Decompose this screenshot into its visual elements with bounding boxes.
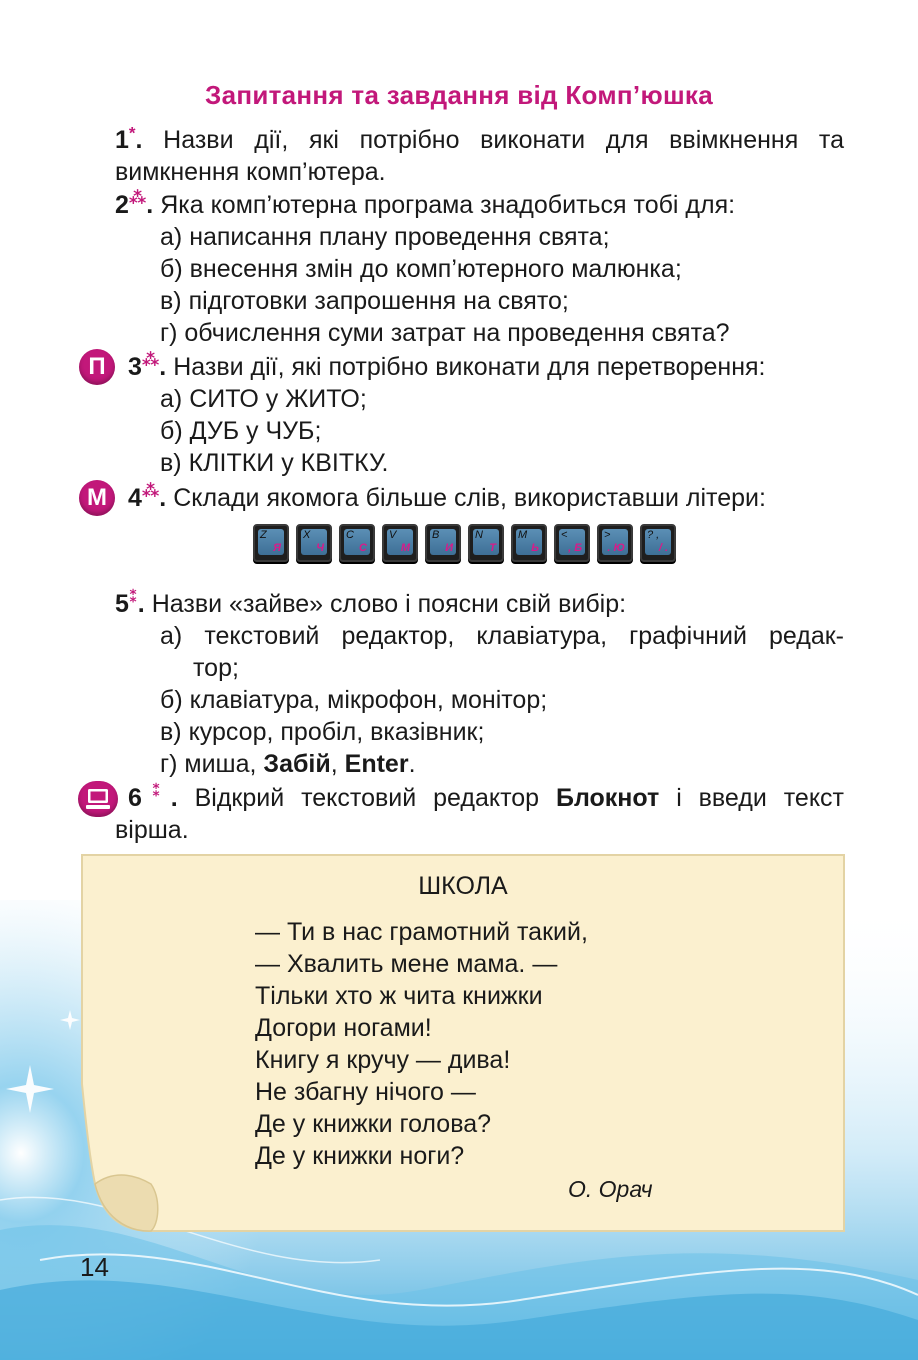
item-text: . bbox=[408, 750, 416, 778]
key-cyrillic-label: С bbox=[359, 542, 367, 554]
task-5-item-d bbox=[160, 748, 416, 780]
keyboard-key bbox=[339, 524, 375, 562]
task-3-item-a bbox=[160, 383, 367, 415]
task-2-text: Яка комп’ютерна програма знадобиться тобі для: bbox=[160, 191, 736, 219]
computer-icon bbox=[85, 787, 111, 811]
item-text: , bbox=[330, 750, 345, 778]
item-marker: а) bbox=[160, 622, 183, 650]
poem-line: Тільки хто ж чита книжки bbox=[255, 982, 543, 1010]
poem-line: Не збагну нічого — bbox=[255, 1078, 476, 1106]
key-cyrillic-label: , Б bbox=[568, 542, 582, 554]
item-text: клавіатура, мікрофон, монітор; bbox=[189, 686, 548, 714]
key-cyrillic-label: Ч bbox=[316, 542, 324, 554]
key-latin-label: Z bbox=[260, 529, 267, 541]
item-marker: в) bbox=[160, 287, 182, 315]
app-name-notepad: Блокнот bbox=[555, 784, 660, 812]
item-marker: а) bbox=[160, 385, 183, 413]
poem-line: — Ти в нас грамотний такий, bbox=[255, 918, 588, 946]
poem-title: ШКОЛА bbox=[418, 872, 508, 900]
item-text: курсор, пробіл, вказівник; bbox=[188, 718, 485, 746]
item-text: текстовий редактор, клавіатура, графічний редак- bbox=[204, 622, 844, 650]
item-marker: а) bbox=[160, 223, 183, 251]
task-2-item-d bbox=[160, 317, 730, 349]
item-marker: б) bbox=[160, 255, 183, 283]
key-latin-label: > bbox=[604, 529, 611, 541]
key-latin-label: < bbox=[561, 529, 568, 541]
key-cyrillic-label: И bbox=[445, 542, 453, 554]
task-5-item-a-cont: тор; bbox=[193, 654, 239, 682]
poem-line: Де у книжки ноги? bbox=[255, 1142, 465, 1170]
key-cyrillic-label: Т bbox=[489, 542, 496, 554]
item-text: ДУБ у ЧУБ; bbox=[189, 417, 322, 445]
task-5-item-a bbox=[160, 620, 844, 652]
key-latin-label: B bbox=[432, 529, 440, 541]
task-1-text: Назви дії, які потрібно виконати для ввімкнення та bbox=[163, 126, 845, 154]
task-3-item-b bbox=[160, 415, 321, 447]
key-latin-label: M bbox=[518, 529, 528, 541]
task-6-line-1: 6⁑. Відкрий текстовий редактор Блокнот і введи текст bbox=[128, 781, 844, 812]
key-cyrillic-label: . Ю bbox=[607, 542, 625, 554]
task-1-star: * bbox=[128, 123, 136, 143]
task-5-line: 5⁑. Назви «зайве» слово і поясни свій вибір: bbox=[115, 587, 627, 618]
section-heading: Запитання та завдання від Комп’юшка bbox=[205, 80, 713, 110]
task-4-number: 4 bbox=[128, 484, 142, 512]
task-2-item-b bbox=[160, 253, 682, 285]
poem-line: Де у книжки голова? bbox=[255, 1110, 492, 1138]
task-1-line-2: вимкнення комп’ютера. bbox=[115, 158, 386, 186]
key-latin-label: V bbox=[389, 529, 397, 541]
keyboard-keys-row bbox=[253, 524, 676, 562]
item-marker: б) bbox=[160, 686, 183, 714]
keyboard-key bbox=[511, 524, 547, 562]
task-2-star: ⁂ bbox=[128, 188, 147, 208]
key-latin-label: X bbox=[303, 529, 311, 541]
key-name-backspace: Забій bbox=[263, 750, 331, 778]
task-6-number: 6 bbox=[128, 784, 142, 812]
task-3-text: Назви дії, які потрібно виконати для перетворення: bbox=[173, 353, 766, 381]
task-3-line: 3⁂. Назви дії, які потрібно виконати для перетворення: bbox=[128, 350, 766, 381]
keyboard-key bbox=[382, 524, 418, 562]
task-6-text-end: і введи текст bbox=[676, 784, 844, 812]
task-4-star: ⁂ bbox=[141, 481, 160, 501]
task-1-number: 1 bbox=[115, 126, 129, 154]
item-marker: г) bbox=[160, 319, 178, 347]
task-4-line: 4⁂. Склади якомога більше слів, використавши літери: bbox=[128, 481, 766, 512]
item-text: внесення змін до комп’ютерного малюнка; bbox=[189, 255, 682, 283]
task-3-star: ⁂ bbox=[141, 350, 160, 370]
task-5-item-c bbox=[160, 716, 484, 748]
item-text: обчислення суми затрат на проведення свята? bbox=[184, 319, 730, 347]
poem-scroll-background bbox=[81, 854, 845, 1232]
task-3-number: 3 bbox=[128, 353, 142, 381]
task-2-line: 2⁂. Яка комп’ютерна програма знадобиться тобі для: bbox=[115, 188, 736, 219]
task-1-line-1: 1*. Назви дії, які потрібно виконати для ввімкнення та bbox=[115, 123, 845, 154]
task-3-item-c bbox=[160, 447, 388, 479]
poem-line: Книгу я кручу — дива! bbox=[255, 1046, 511, 1074]
poem-line: — Хвалить мене мама. — bbox=[255, 950, 558, 978]
task-5-number: 5 bbox=[115, 590, 129, 618]
keyboard-key bbox=[296, 524, 332, 562]
page-number: 14 bbox=[80, 1252, 109, 1282]
keyboard-key bbox=[597, 524, 633, 562]
keyboard-key bbox=[425, 524, 461, 562]
key-latin-label: ? , bbox=[647, 529, 660, 541]
item-text: КЛІТКИ у КВІТКУ. bbox=[188, 449, 389, 477]
keyboard-key bbox=[253, 524, 289, 562]
keyboard-key bbox=[640, 524, 676, 562]
keyboard-key bbox=[554, 524, 590, 562]
item-text: підготовки запрошення на свято; bbox=[188, 287, 569, 315]
task-6-line-2: вірша. bbox=[115, 816, 189, 844]
key-cyrillic-label: Я bbox=[272, 542, 281, 554]
task-6-text: Відкрий текстовий редактор bbox=[194, 784, 540, 812]
task-5-text: Назви «зайве» слово і поясни свій вибір: bbox=[151, 590, 627, 618]
task-2-number: 2 bbox=[115, 191, 129, 219]
item-text: СИТО у ЖИТО; bbox=[189, 385, 367, 413]
key-latin-label: N bbox=[475, 529, 483, 541]
task-3-badge: П bbox=[79, 349, 115, 385]
poem-author: О. Орач bbox=[568, 1176, 653, 1202]
task-4-badge: М bbox=[79, 480, 115, 516]
task-2-item-a bbox=[160, 221, 610, 253]
task-4-text: Склади якомога більше слів, використавши літери: bbox=[173, 484, 766, 512]
key-cyrillic-label: Ь bbox=[531, 542, 539, 554]
key-cyrillic-label: / . bbox=[658, 542, 668, 554]
item-marker: г) bbox=[160, 750, 178, 778]
computer-badge bbox=[78, 781, 118, 817]
key-latin-label: C bbox=[346, 529, 354, 541]
item-marker: в) bbox=[160, 718, 182, 746]
item-marker: б) bbox=[160, 417, 183, 445]
item-text: написання плану проведення свята; bbox=[189, 223, 610, 251]
task-5-star: ⁑ bbox=[128, 587, 138, 607]
keyboard-key bbox=[468, 524, 504, 562]
poem-line: Догори ногами! bbox=[255, 1014, 432, 1042]
task-6-star: ⁑ bbox=[141, 781, 171, 801]
key-name-enter: Enter bbox=[344, 750, 409, 778]
item-marker: в) bbox=[160, 449, 182, 477]
key-cyrillic-label: М bbox=[400, 542, 410, 554]
task-5-item-b bbox=[160, 684, 547, 716]
item-text: миша, bbox=[184, 750, 264, 778]
task-2-item-c bbox=[160, 285, 569, 317]
